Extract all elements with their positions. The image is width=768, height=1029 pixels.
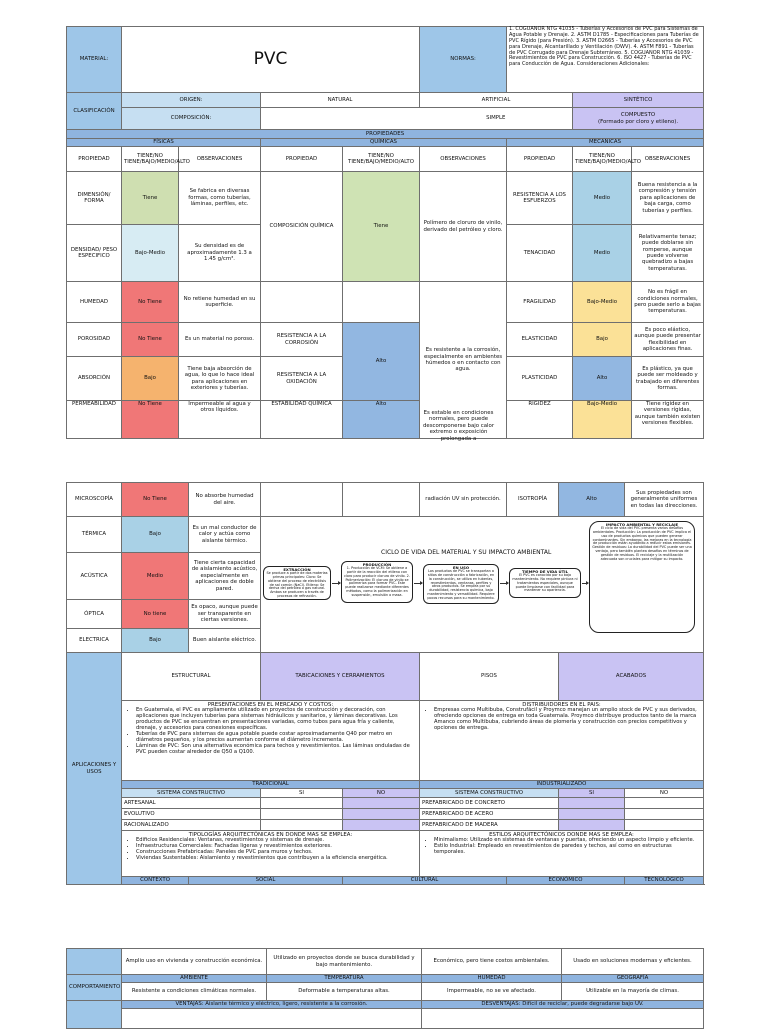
impacto-title: IMPACTO AMBIENTAL Y RECICLAJE	[605, 521, 679, 527]
si-header: SI	[261, 789, 343, 798]
prop-plasticidad: PLASTICIDAD	[507, 357, 573, 401]
col-tiene: TIENE/NO TIENE/BAJO/MEDIO/ALTO	[343, 147, 420, 172]
presentaciones-list	[124, 708, 417, 756]
col-tiene: TIENE/NO TIENE/BAJO/MEDIO/ALTO	[573, 147, 632, 172]
vida-util-text: El PVC es conocido por su bajo mantenimiento. No requiere pintura ni tratamientos especiales, aunque puede limpiarse con facilidad para mantener su apariencia.	[512, 572, 578, 593]
extraccion-node	[263, 566, 331, 600]
produccion-node	[341, 561, 413, 603]
impacto-ambiental-node	[589, 521, 695, 633]
prop-absorcion: ABSORCIÓN	[67, 357, 122, 401]
value-resistencia-esfuerzos: Medio	[573, 172, 632, 225]
estilos-list	[422, 838, 701, 856]
arrow-icon	[500, 583, 508, 584]
col-observaciones: OBSERVACIONES	[632, 147, 704, 172]
normas-text: 1. COGUANOR NTG 41035 - Tuberías y Accesorios de PVC para Sistemas de Agua Potable y Drenaje. 2. ASTM D1785 - Especificaciones para Tuberías de PVC Rígido (para Presión). 3. ASTM D2665 - Tuberías y Accesorios de PVC para Drenaje, Alcantarillado y Ventilación (DWV). 4. ASTM F891 - Tuberías de PVC Corrugado para Drenaje Subterráneo. 5. COGUANOR NTG 41039 - Revestimientos de PVC para Construcción. 6. ISO 4427 - Tuberías de PVC para Conducción de Agua. Consideraciones Adicionales:	[507, 27, 704, 93]
arrow-icon	[414, 583, 422, 584]
contexto-label: CONTEXTO	[122, 877, 189, 885]
estilos-cell	[420, 831, 704, 877]
distribuidores-list	[422, 708, 701, 732]
composicion-compuesto	[573, 108, 704, 130]
distribuidores-title: DISTRIBUIDORES EN EL PAIS:	[522, 702, 601, 708]
prop-resistencia-corrosion: RESISTENCIA A LA CORROSIÓN	[261, 323, 343, 357]
ambiente-header: AMBIENTE	[122, 975, 267, 983]
prop-acustica: ACÚSTICA	[67, 553, 122, 600]
value-corrosion-oxidacion: Alto	[343, 323, 420, 401]
prop-porosidad: POROSIDAD	[67, 323, 122, 357]
value-porosidad: No Tiene	[122, 323, 179, 357]
page-2	[66, 482, 703, 885]
empty-cell	[261, 820, 343, 831]
empty-cell	[343, 798, 420, 809]
obs-electrica: Buen aislante eléctrico.	[189, 629, 261, 653]
obs-resistencia-esfuerzos: Buena resistencia a la compresión y tensión para aplicaciones de baja carga, como tuberías y perfiles.	[632, 172, 704, 225]
value-microscopia: No Tiene	[122, 483, 189, 517]
value-tenacidad: Medio	[573, 225, 632, 282]
clasificacion-label: CLASIFICACIÓN	[67, 93, 122, 130]
compuesto-label: COMPUESTO	[620, 112, 656, 119]
col-tiene: TIENE/NO TIENE/BAJO/MEDIO/ALTO	[122, 147, 179, 172]
si-header: SI	[559, 789, 625, 798]
origen-sintetico: SINTÉTICO	[573, 93, 704, 108]
col-propiedad: PROPIEDAD	[507, 147, 573, 172]
extraccion-text: Se produce a partir de dos materias primas principales: Cloro: Se obtiene del proceso de electrólisis de sal común (NaCl). Etileno: Se deriva del petróleo o gas natural. Ambos se producen a través de procesos de refinación.	[266, 570, 328, 599]
contexto-social-value: Amplio uso en vivienda y construcción económica.	[122, 949, 267, 975]
material-value: PVC	[122, 27, 420, 93]
tipologias-title: TIPOLOGÍAS ARQUITECTÓNICAS EN DONDE MAS SE EMPLEA:	[188, 832, 353, 838]
comportamiento-label: COMPORTAMIENTO	[67, 975, 122, 1001]
contexto-cultural-value: Utilizado en proyectos donde se busca durabilidad y bajo mantenimiento.	[267, 949, 422, 975]
sistema-racionalizado: RACIONALIZADO	[122, 820, 261, 831]
app-acabados: ACABADOS	[559, 653, 704, 701]
quimicas-header: QUÍMICAS	[261, 139, 507, 147]
list-item: • Tuberías de PVC para sistemas de agua potable puede costar aproximadamente Q40 por metro en diámetros pequeños, y los precios aumentan conforme el diámetro incrementa.	[136, 732, 417, 744]
tipologias-cell	[122, 831, 420, 877]
obs-optica: Es opaco, aunque puede ser transparente en ciertas versiones.	[189, 600, 261, 629]
geografia-value: Utilizable en la mayoría de climas.	[562, 983, 704, 1001]
compuesto-sub: (Formado por cloro y etileno).	[597, 118, 679, 125]
prop-estabilidad-quimica: ESTABILIDAD QUÍMICA	[261, 401, 343, 439]
obs-corrosion-oxidacion: Es resistente a la corrosión, especialmente en ambientes húmedos o en contacto con agua.	[420, 282, 507, 439]
obs-acustica: Tiene cierta capacidad de aislamiento acústico, especialmente en aplicaciones de doble pared.	[189, 553, 261, 600]
fisicas-header: FÍSICAS	[67, 139, 261, 147]
value-optica: No tiene	[122, 600, 189, 629]
col-observaciones: OBSERVACIONES	[420, 147, 507, 172]
material-label: MATERIAL:	[67, 27, 122, 93]
normas-label: NORMAS:	[420, 27, 507, 93]
empty-cell	[261, 483, 343, 517]
prop-fragilidad: FRAGILIDAD	[507, 282, 573, 323]
humedad-header: HUMEDAD	[422, 975, 562, 983]
value-termica: Bajo	[122, 517, 189, 553]
diagram-title: CICLO DE VIDA DEL MATERIAL Y SU IMPACTO AMBIENTAL	[381, 548, 552, 556]
value-rigidez: Bajo-Medio	[573, 401, 632, 439]
estilos-title: ESTILOS ARQUITECTÓNICOS DONDE MAS SE EMPLEA:	[489, 832, 634, 838]
app-estructural: ESTRUCTURAL	[122, 653, 261, 701]
material-sheet-part2	[66, 482, 704, 885]
value-permeabilidad: No Tiene	[122, 401, 179, 439]
obs-elasticidad: Es poco elástico, aunque puede presentar flexibilidad en aplicaciones finas.	[632, 323, 704, 357]
presentaciones-title: PRESENTACIONES EN EL MERCADO Y COSTOS:	[207, 702, 334, 708]
prop-optica: ÓPTICA	[67, 600, 122, 629]
desventajas-header: DESVENTAJAS: Difícil de reciclar, puede degradarse bajo UV.	[422, 1001, 704, 1009]
empty-cell	[559, 798, 625, 809]
empty-cell	[261, 809, 343, 820]
obs-densidad: Su densidad es de aproximadamente 1.3 a 1.45 g/cm³.	[179, 225, 261, 282]
prop-microscopia: MICROSCOPÍA	[67, 483, 122, 517]
impacto-text: El ciclo de vida del PVC presenta varios desafíos ambientales. Producción: La producción de PVC implica el uso de productos químicos que pueden generar contaminantes. Sin embargo, las mejoras en la tecnología de producción están ayudando a reducir estos emisiones. Gestión de residuos: La durabilidad del PVC puede ser una ventaja, pero también plantea desafíos en términos de gestión de residuos. El reciclaje y la reutilización adecuada son cruciales para mitigar su impacto.	[592, 525, 692, 562]
prop-termica: TÉRMICA	[67, 517, 122, 553]
value-isotropia: Alto	[559, 483, 625, 517]
prop-humedad: HUMEDAD	[67, 282, 122, 323]
prop-electrica: ELECTRICA	[67, 629, 122, 653]
prop-isotropia: ISOTROPÍA	[507, 483, 559, 517]
sistema-prefabricado-madera: PREFABRICADO DE MADERA	[420, 820, 559, 831]
empty-cell	[559, 809, 625, 820]
obs-porosidad: Es un material no poroso.	[179, 323, 261, 357]
value-absorcion: Bajo	[122, 357, 179, 401]
prop-tenacidad: TENACIDAD	[507, 225, 573, 282]
prop-resistencia-oxidacion: RESISTENCIA A LA OXIDACIÓN	[261, 357, 343, 401]
produccion-text: 1. Producción de VCM: Se obtiene a partir de la reacción del etileno con cloro para producir cloruro de vinilo. 2. Polimerización: El cloruro de vinilo se polimeriza para formar PVC. Este puede realizarse mediante diferentes métodos, como la polimerización en suspensión, emulsión o masa.	[344, 565, 410, 598]
obs-isotropia: Sus propiedades son generalmente uniformes en todas las direcciones.	[625, 483, 704, 517]
no-header: NO	[343, 789, 420, 798]
origen-label: ORIGEN:	[122, 93, 261, 108]
list-item: • Construcciones Prefabricadas: Paneles de PVC para muros y techos.	[136, 850, 417, 856]
arrow-icon	[332, 583, 340, 584]
presentaciones-cell	[122, 701, 420, 781]
extraccion-title: EXTRACCIÓN	[283, 566, 311, 572]
empty-cell	[343, 820, 420, 831]
sistema-artesanal: ARTESANAL	[122, 798, 261, 809]
obs-termica: Es un mal conductor de calor y actúa como aislante térmico.	[189, 517, 261, 553]
produccion-title: PRODUCCIÓN	[362, 561, 392, 567]
obs-composicion-quimica: Polímero de cloruro de vinilo, derivado del petróleo y cloro.	[420, 172, 507, 282]
sistema-constructivo-header: SISTEMA CONSTRUCTIVO	[122, 789, 261, 798]
distribuidores-cell	[420, 701, 704, 781]
contexto-tecnologico-value: Usado en soluciones modernas y eficientes.	[562, 949, 704, 975]
geografia-header: GEOGRAFÍA	[562, 975, 704, 983]
value-dimension: Tiene	[122, 172, 179, 225]
list-item: • Minimalismo: Utilizado en sistemas de ventanas y puertas, ofreciendo un aspecto limpio y eficiente.	[434, 838, 701, 844]
prop-elasticidad: ELASTICIDAD	[507, 323, 573, 357]
list-item: • Estilo Industrial: Empleado en revestimientos de paredes y techos, así como en estructuras temporales.	[434, 844, 701, 856]
humedad-value: Impermeable, no se ve afectado.	[422, 983, 562, 1001]
empty-cell	[559, 820, 625, 831]
value-densidad: Bajo-Medio	[122, 225, 179, 282]
vida-util-title: TIEMPO DE VIDA ÚTIL	[521, 568, 569, 574]
app-tabicaciones: TABICACIONES Y CERRAMIENTOS	[261, 653, 420, 701]
empty-cell	[625, 798, 704, 809]
vida-util-node	[509, 568, 581, 598]
prop-rigidez: RIGIDEZ	[507, 401, 573, 439]
tipologias-list	[124, 838, 417, 862]
temperatura-header: TEMPERATURA	[267, 975, 422, 983]
composicion-simple: SIMPLE	[420, 108, 573, 130]
obs-fragilidad: No es frágil en condiciones normales, pero puede serlo a bajas temperaturas.	[632, 282, 704, 323]
contexto-cultural: CULTURAL	[343, 877, 507, 885]
ventajas-header: VENTAJAS: Aislante térmico y eléctrico, ligero, resistente a la corrosión.	[122, 1001, 422, 1009]
value-elasticidad: Bajo	[573, 323, 632, 357]
empty-cell	[625, 820, 704, 831]
tradicional-header: TRADICIONAL	[122, 781, 420, 789]
composicion-label: COMPOSICIÓN:	[122, 108, 261, 130]
col-propiedad: PROPIEDAD	[261, 147, 343, 172]
value-fragilidad: Bajo-Medio	[573, 282, 632, 323]
value-estabilidad-quimica: Alto	[343, 401, 420, 439]
ventajas-body	[122, 1009, 422, 1029]
page-1	[66, 26, 703, 442]
value-humedad: No Tiene	[122, 282, 179, 323]
material-sheet-part3	[66, 948, 704, 1029]
propiedades-header: PROPIEDADES	[67, 130, 704, 139]
list-item: • Infraestructuras Comerciales: Fachadas ligeras y revestimientos exteriores.	[136, 844, 417, 850]
page-3	[66, 948, 703, 1029]
obs-radiacion: radiación UV sin protección.	[420, 483, 507, 517]
en-uso-node	[423, 564, 499, 604]
col-propiedad: PROPIEDAD	[67, 147, 122, 172]
col-observaciones: OBSERVACIONES	[179, 147, 261, 172]
obs-tenacidad: Relativamente tenaz; puede doblarse sin romperse, aunque puede volverse quebradizo a bajas temperaturas.	[632, 225, 704, 282]
ciclo-de-vida-cell	[261, 517, 704, 653]
empty-cell	[625, 809, 704, 820]
prop-densidad: DENSIDAD/ PESO ESPECIFICO	[67, 225, 122, 282]
prop-permeabilidad: PERMEABILIDAD	[67, 401, 122, 439]
industrializado-header: INDUSTRIALIZADO	[420, 781, 704, 789]
obs-humedad: No retiene humedad en su superficie.	[179, 282, 261, 323]
contexto-blank	[67, 949, 122, 975]
contexto-social: SOCIAL	[189, 877, 343, 885]
empty-cell	[343, 282, 420, 323]
estabilidad-obs-overflow: Es estable en condiciones normales, pero puede descomponerse bajo calor extremo o exposición prolongada a	[422, 410, 495, 442]
contexto-tecnologico: TECNOLÓGICO	[625, 877, 704, 885]
value-plasticidad: Alto	[573, 357, 632, 401]
obs-microscopia: No absorbe humedad del aire.	[189, 483, 261, 517]
en-uso-title: EN USO	[452, 564, 470, 570]
contexto-economico-value: Económico, pero tiene costos ambientales.	[422, 949, 562, 975]
obs-dimension: Se fabrica en diversas formas, como tuberías, láminas, perfiles, etc.	[179, 172, 261, 225]
sistema-prefabricado-acero: PREFABRICADO DE ACERO	[420, 809, 559, 820]
ciclo-de-vida-diagram	[261, 520, 703, 650]
prop-composicion-quimica: COMPOSICIÓN QUÍMICA	[261, 172, 343, 282]
ambiente-value: Resistente a condiciones climáticas normales.	[122, 983, 267, 1001]
sistema-evolutivo: EVOLUTIVO	[122, 809, 261, 820]
sistema-prefabricado-concreto: PREFABRICADO DE CONCRETO	[420, 798, 559, 809]
empty-cell	[261, 798, 343, 809]
obs-rigidez: Tiene rigidez en versiones rígidas, aunque también existen versiones flexibles.	[632, 401, 704, 439]
list-item: • Láminas de PVC: Son una alternativa económica para techos y revestimientos. Las láminas onduladas de PVC pueden costar alrededor de Q50 a Q100.	[136, 744, 417, 756]
obs-absorcion: Tiene baja absorción de agua, lo que lo hace ideal para aplicaciones en exteriores y tuberías.	[179, 357, 261, 401]
en-uso-text: Los productos de PVC se transportan a sitios de construcción o fabricación, en la construcción, se utiliza en tuberías, revestimientos, ventanas, perfiles y otros productos. Se emplea por su durabilidad, resistencia química, bajo mantenimiento y versatilidad. Requiere pocos recursos para su mantenimiento.	[427, 568, 495, 601]
mecanicas-header: MECANICAS	[507, 139, 704, 147]
prop-resistencia-esfuerzos: RESISTENCIA A LOS ESFUERZOS	[507, 172, 573, 225]
app-pisos: PISOS	[420, 653, 559, 701]
list-item: • En Guatemala, el PVC es ampliamente utilizado en proyectos de construcción y decoración, con aplicaciones que incluyen tuberías para sistemas hidráulicos y sanitarios, y láminas decorativas. Los productos de PVC se encuentran en presentaciones variadas, como tubos para agua fría y caliente, drenaje, y accesorios para conexiones específicas.	[136, 708, 417, 732]
contexto-economico: ECONÓMICO	[507, 877, 625, 885]
material-sheet-part1	[66, 26, 704, 439]
prop-dimension: DIMENSIÓN/ FORMA	[67, 172, 122, 225]
empty-cell	[343, 809, 420, 820]
value-electrica: Bajo	[122, 629, 189, 653]
list-item: • Edificios Residenciales: Ventanas, revestimientos y sistemas de drenaje.	[136, 838, 417, 844]
obs-plasticidad: Es plástico, ya que puede ser moldeado y trabajado en diferentes formas.	[632, 357, 704, 401]
origen-natural: NATURAL	[261, 93, 420, 108]
list-item: • Empresas como Multibuba, Construfácil y Proymco manejan un amplio stock de PVC y sus derivados, ofreciendo opciones de entrega en toda Guatemala. Proymco distribuye productos tanto de la marca Amanco como Multibuba, cubriendo áreas de plomería y construcción con precios competitivos y opciones de entrega.	[434, 708, 701, 732]
value-acustica: Medio	[122, 553, 189, 600]
empty-cell	[343, 483, 420, 517]
sistema-constructivo-header: SISTEMA CONSTRUCTIVO	[420, 789, 559, 798]
empty-cell	[261, 282, 343, 323]
value-composicion-quimica: Tiene	[343, 172, 420, 282]
no-header: NO	[625, 789, 704, 798]
obs-permeabilidad: Impermeable al agua y otros líquidos.	[179, 401, 261, 439]
arrow-icon	[582, 583, 588, 584]
aplicaciones-label: APLICACIONES Y USOS	[67, 653, 122, 885]
ventajas-side	[67, 1001, 122, 1029]
temperatura-value: Deformable a temperaturas altas.	[267, 983, 422, 1001]
desventajas-body	[422, 1009, 704, 1029]
list-item: • Viviendas Sustentables: Aislamiento y revestimientos que contribuyen a la eficiencia energética.	[136, 856, 417, 862]
origen-artificial: ARTIFICIAL	[420, 93, 573, 108]
